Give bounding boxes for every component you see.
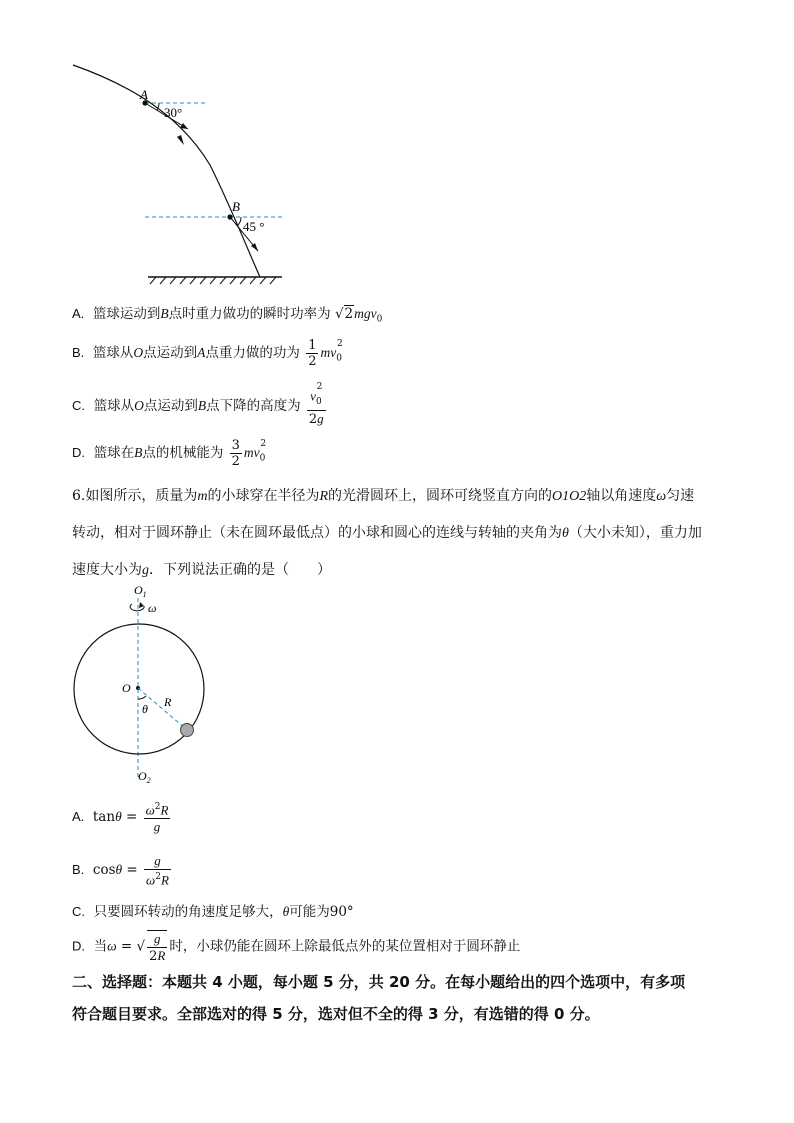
ball [181,724,194,737]
q5-option-b: B. 篮球从O点运动到A点重力做的功为 $\frac{1}{2}$ $mv_0^2$ [72,338,343,369]
label-theta: θ [142,702,148,716]
label-o1: $O_1$ [134,583,147,599]
formula-a: √2mgv$_0$ [334,306,383,325]
q5-option-d: D. 篮球在B点的机械能为 $\frac{3}{2}$ $mv_0^2$ [72,438,267,469]
q6-option-b: B. cosθ = $\frac{g}{\omega^2R}$ [72,853,169,888]
trajectory-curve [73,65,260,277]
label-r: R [164,695,172,709]
label-o: O [122,681,131,695]
q5-option-c: C. 篮球从O点运动到B点下降的高度为 $\frac{v_0^2}{2g}$ [72,382,324,427]
trajectory-figure [60,55,300,295]
q6-option-d: D. 当ω = √ $\frac{g}{2R}$ 时，小球仍能在圆环上除最低点外的某位置相对于圆环静止 [72,931,521,964]
label-b: B [232,199,240,214]
label-o2: $O_2$ [138,769,151,785]
angle-a-label: 30° [164,105,183,120]
ring-figure [62,580,222,790]
angle-b-label: 45 ° [243,219,265,234]
q6-option-a: A. tanθ = $\frac{\omega^2R}{g}$ [72,802,169,835]
section-2-heading: 二、选择题：本题共 4 小题，每小题 5 分，共 20 分。在每小题给出的四个选项中，有多项 符合题目要求。全部选对的得 5 分，选对但不全的得 3 分，有选错的得 0 分。 [72,973,686,1023]
label-a: A [140,87,148,102]
q6-option-c: C. 只要圆环转动的角速度足够大，θ可能为90° [72,904,354,920]
label-omega: ω [148,601,157,615]
q5-option-a: A. 篮球运动到B点时重力做功的瞬时功率为 √2mgv$_0$ [72,306,383,325]
q6-stem: 6.如图所示，质量为m的小球穿在半径为R的光滑圆环上，圆环可绕竖直方向的O1O2轴以角速度ω匀速 转动，相对于圆环静止（未在圆环最低点）的小球和圆心的连线与转轴的夹角为θ（大小未知），重力加 速度大小为g．下列说法正确的是（ ） [72,488,702,578]
